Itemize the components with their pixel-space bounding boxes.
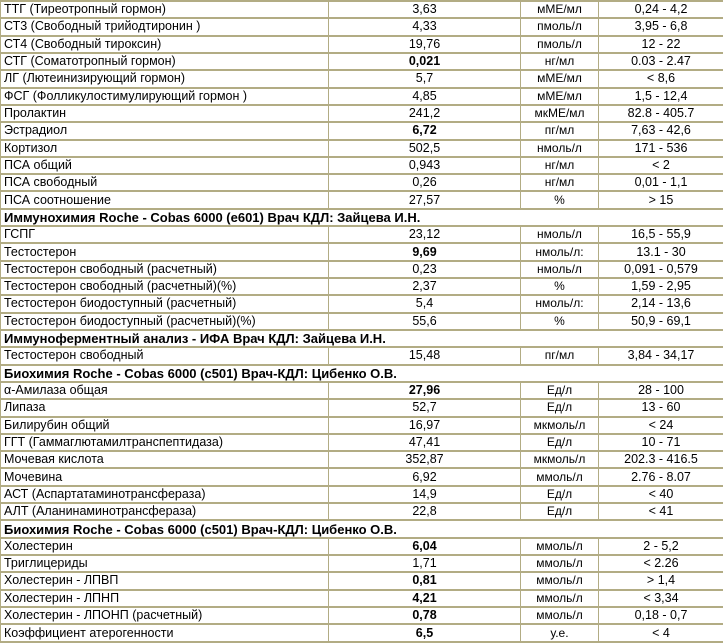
- test-value: 0,943: [329, 157, 521, 174]
- test-value: 0,26: [329, 174, 521, 191]
- test-range: < 41: [599, 503, 723, 520]
- test-unit: пмоль/л: [521, 36, 599, 53]
- test-unit: у.е.: [521, 624, 599, 642]
- test-unit: нг/мл: [521, 174, 599, 191]
- test-range: 13.1 - 30: [599, 243, 723, 260]
- test-range: 2 - 5,2: [599, 538, 723, 555]
- test-name: ЛГ (Лютеинизирующий гормон): [1, 70, 329, 87]
- test-unit: ммоль/л: [521, 607, 599, 624]
- test-range: 16,5 - 55,9: [599, 226, 723, 243]
- test-value: 352,87: [329, 451, 521, 468]
- test-range: 10 - 71: [599, 434, 723, 451]
- test-value: 3,63: [329, 1, 521, 18]
- test-row: [1, 140, 723, 157]
- test-range: 0,091 - 0,579: [599, 261, 723, 278]
- section-title: Иммунохимия Roche - Cobas 6000 (e601) Врач КДЛ: Зайцева И.Н.: [1, 209, 723, 226]
- test-name: СТ4 (Свободный тироксин): [1, 36, 329, 53]
- test-unit: Ед/л: [521, 486, 599, 503]
- test-row: [1, 295, 723, 312]
- test-unit: Ед/л: [521, 382, 599, 399]
- test-unit: мМЕ/мл: [521, 88, 599, 105]
- test-row: [1, 1, 723, 18]
- test-name: Тестостерон: [1, 243, 329, 260]
- test-unit: нмоль/л: [521, 140, 599, 157]
- test-name: Тестостерон свободный (расчетный): [1, 261, 329, 278]
- test-name: Мочевая кислота: [1, 451, 329, 468]
- test-value: 15,48: [329, 347, 521, 364]
- test-value: 27,96: [329, 382, 521, 399]
- test-value: 19,76: [329, 36, 521, 53]
- test-range: < 2: [599, 157, 723, 174]
- test-value: 5,7: [329, 70, 521, 87]
- test-row: [1, 36, 723, 53]
- test-range: 1,5 - 12,4: [599, 88, 723, 105]
- test-range: 0,18 - 0,7: [599, 607, 723, 624]
- test-row: [1, 191, 723, 208]
- test-value: 0,021: [329, 53, 521, 70]
- test-range: < 40: [599, 486, 723, 503]
- test-name: α-Амилаза общая: [1, 382, 329, 399]
- test-unit: ммоль/л: [521, 468, 599, 485]
- test-name: Тестостерон биодоступный (расчетный): [1, 295, 329, 312]
- test-name: АСТ (Аспартатаминотрансфераза): [1, 486, 329, 503]
- section-header-row: [1, 209, 723, 226]
- test-value: 6,92: [329, 468, 521, 485]
- test-range: 82.8 - 405.7: [599, 105, 723, 122]
- test-range: > 15: [599, 191, 723, 208]
- test-range: 50,9 - 69,1: [599, 313, 723, 330]
- test-row: [1, 607, 723, 624]
- test-value: 16,97: [329, 417, 521, 434]
- test-name: Тестостерон биодоступный (расчетный)(%): [1, 313, 329, 330]
- section-title: Иммуноферментный анализ - ИФА Врач КДЛ: Зайцева И.Н.: [1, 330, 723, 347]
- test-value: 0,23: [329, 261, 521, 278]
- test-range: 3,95 - 6,8: [599, 18, 723, 35]
- test-name: СТГ (Соматотропный гормон): [1, 53, 329, 70]
- test-unit: %: [521, 191, 599, 208]
- test-range: 0,24 - 4,2: [599, 1, 723, 18]
- test-name: ПСА свободный: [1, 174, 329, 191]
- test-range: < 24: [599, 417, 723, 434]
- test-value: 52,7: [329, 399, 521, 416]
- test-name: Тестостерон свободный: [1, 347, 329, 364]
- test-unit: Ед/л: [521, 399, 599, 416]
- test-row: [1, 503, 723, 520]
- test-range: > 1,4: [599, 572, 723, 589]
- test-value: 0,78: [329, 607, 521, 624]
- test-unit: ммоль/л: [521, 572, 599, 589]
- test-value: 4,85: [329, 88, 521, 105]
- test-row: [1, 590, 723, 607]
- test-name: ТТГ (Тиреотропный гормон): [1, 1, 329, 18]
- test-range: < 8,6: [599, 70, 723, 87]
- test-value: 0,81: [329, 572, 521, 589]
- test-value: 2,37: [329, 278, 521, 295]
- test-unit: нг/мл: [521, 157, 599, 174]
- test-value: 47,41: [329, 434, 521, 451]
- test-range: < 4: [599, 624, 723, 642]
- test-name: ГСПГ: [1, 226, 329, 243]
- test-row: [1, 226, 723, 243]
- test-value: 23,12: [329, 226, 521, 243]
- section-header-row: [1, 330, 723, 347]
- test-row: [1, 347, 723, 364]
- test-value: 6,72: [329, 122, 521, 139]
- test-name: ПСА общий: [1, 157, 329, 174]
- test-unit: пг/мл: [521, 122, 599, 139]
- test-row: [1, 88, 723, 105]
- test-unit: Ед/л: [521, 434, 599, 451]
- test-unit: мкмоль/л: [521, 451, 599, 468]
- test-value: 14,9: [329, 486, 521, 503]
- test-range: < 3,34: [599, 590, 723, 607]
- test-value: 1,71: [329, 555, 521, 572]
- test-row: [1, 122, 723, 139]
- test-unit: нг/мл: [521, 53, 599, 70]
- test-unit: ммоль/л: [521, 538, 599, 555]
- section-title: Биохимия Roche - Cobas 6000 (c501) Врач-КДЛ: Цибенко О.В.: [1, 520, 723, 537]
- test-name: Липаза: [1, 399, 329, 416]
- test-name: СТ3 (Свободный трийодтиронин ): [1, 18, 329, 35]
- test-value: 5,4: [329, 295, 521, 312]
- test-value: 4,21: [329, 590, 521, 607]
- test-row: [1, 417, 723, 434]
- test-row: [1, 278, 723, 295]
- test-row: [1, 382, 723, 399]
- test-row: [1, 555, 723, 572]
- test-unit: нмоль/л:: [521, 243, 599, 260]
- section-header-row: [1, 520, 723, 537]
- test-name: Кортизол: [1, 140, 329, 157]
- test-row: [1, 468, 723, 485]
- test-row: [1, 486, 723, 503]
- test-row: [1, 624, 723, 642]
- section-header-row: [1, 365, 723, 382]
- test-range: 3,84 - 34,17: [599, 347, 723, 364]
- test-range: 2,14 - 13,6: [599, 295, 723, 312]
- test-name: Тестостерон свободный (расчетный)(%): [1, 278, 329, 295]
- test-unit: мкМЕ/мл: [521, 105, 599, 122]
- test-name: Холестерин - ЛПОНП (расчетный): [1, 607, 329, 624]
- test-name: Холестерин - ЛПВП: [1, 572, 329, 589]
- test-value: 6,5: [329, 624, 521, 642]
- test-unit: Ед/л: [521, 503, 599, 520]
- test-name: Эстрадиол: [1, 122, 329, 139]
- test-unit: пг/мл: [521, 347, 599, 364]
- test-row: [1, 538, 723, 555]
- test-row: [1, 18, 723, 35]
- test-unit: ммоль/л: [521, 555, 599, 572]
- test-name: ФСГ (Фолликулостимулирующий гормон ): [1, 88, 329, 105]
- test-name: Холестерин - ЛПНП: [1, 590, 329, 607]
- test-unit: %: [521, 278, 599, 295]
- test-name: Коэффициент атерогенности: [1, 624, 329, 642]
- test-row: [1, 243, 723, 260]
- test-row: [1, 105, 723, 122]
- test-row: [1, 157, 723, 174]
- test-name: АЛТ (Аланинаминотрансфераза): [1, 503, 329, 520]
- test-value: 27,57: [329, 191, 521, 208]
- test-range: 2.76 - 8.07: [599, 468, 723, 485]
- test-unit: %: [521, 313, 599, 330]
- test-row: [1, 174, 723, 191]
- test-row: [1, 261, 723, 278]
- test-row: [1, 434, 723, 451]
- test-value: 6,04: [329, 538, 521, 555]
- test-range: 13 - 60: [599, 399, 723, 416]
- test-name: Холестерин: [1, 538, 329, 555]
- test-range: 0,01 - 1,1: [599, 174, 723, 191]
- test-row: [1, 53, 723, 70]
- test-unit: мМЕ/мл: [521, 70, 599, 87]
- test-name: Билирубин общий: [1, 417, 329, 434]
- test-name: Триглицериды: [1, 555, 329, 572]
- test-range: 0.03 - 2.47: [599, 53, 723, 70]
- test-range: 171 - 536: [599, 140, 723, 157]
- test-range: < 2.26: [599, 555, 723, 572]
- test-name: Мочевина: [1, 468, 329, 485]
- test-range: 28 - 100: [599, 382, 723, 399]
- section-title: Биохимия Roche - Cobas 6000 (c501) Врач-КДЛ: Цибенко О.В.: [1, 365, 723, 382]
- test-row: [1, 70, 723, 87]
- test-name: ПСА соотношение: [1, 191, 329, 208]
- test-unit: мкмоль/л: [521, 417, 599, 434]
- test-row: [1, 313, 723, 330]
- test-value: 55,6: [329, 313, 521, 330]
- test-range: 1,59 - 2,95: [599, 278, 723, 295]
- test-range: 202.3 - 416.5: [599, 451, 723, 468]
- test-value: 22,8: [329, 503, 521, 520]
- test-unit: нмоль/л:: [521, 295, 599, 312]
- test-value: 4,33: [329, 18, 521, 35]
- test-range: 12 - 22: [599, 36, 723, 53]
- test-value: 241,2: [329, 105, 521, 122]
- test-name: Пролактин: [1, 105, 329, 122]
- test-range: 7,63 - 42,6: [599, 122, 723, 139]
- test-unit: нмоль/л: [521, 261, 599, 278]
- test-unit: мМЕ/мл: [521, 1, 599, 18]
- test-unit: пмоль/л: [521, 18, 599, 35]
- test-value: 502,5: [329, 140, 521, 157]
- test-row: [1, 399, 723, 416]
- test-unit: ммоль/л: [521, 590, 599, 607]
- test-name: ГГТ (Гаммаглютамилтранспептидаза): [1, 434, 329, 451]
- test-value: 9,69: [329, 243, 521, 260]
- test-unit: нмоль/л: [521, 226, 599, 243]
- test-row: [1, 451, 723, 468]
- lab-results-body: [1, 1, 723, 642]
- test-row: [1, 572, 723, 589]
